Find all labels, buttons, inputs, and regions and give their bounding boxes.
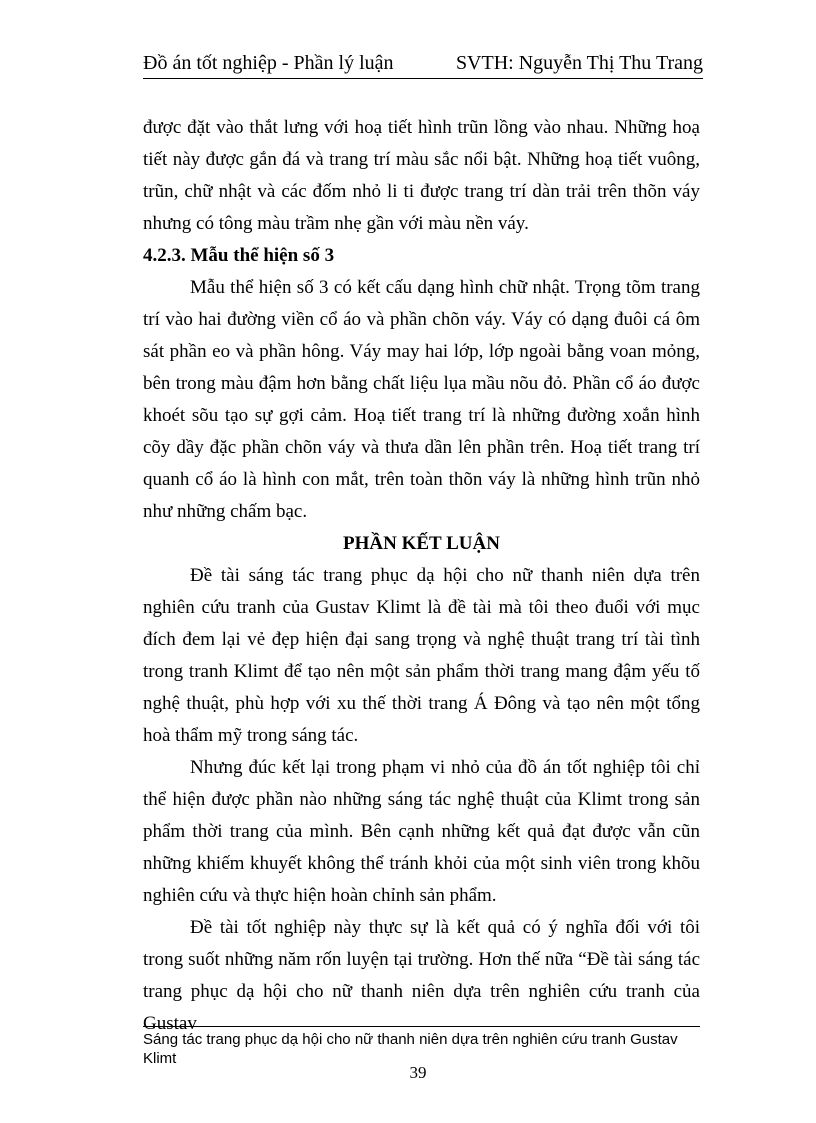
page-footer-title: Sáng tác trang phục dạ hội cho nữ thanh niên dựa trên nghiên cứu tranh Gustav Klimt <box>143 1031 678 1067</box>
header-author: SVTH: Nguyễn Thị Thu Trang <box>455 52 703 74</box>
footer-divider <box>143 1026 700 1027</box>
paragraph-mau-3: Mẫu thể hiện số 3 có kết cấu dạng hình chữ nhật. Trọng tõm trang trí vào hai đường viền cổ áo và phần chõn váy. Váy có dạng đuôi cá ôm sát phần eo và phần hông. Váy may hai lớp, lớp ngoài bằng voan mỏng, bên trong màu đậm hơn bằng chất liệu lụa mầu nõu đỏ. Phần cổ áo được khoét sõu tạo sự gợi cảm. Hoạ tiết trang trí là những đường xoắn hình cõy dầy đặc phần chõn váy và thưa dần lên phần trên. Hoạ tiết trang trí quanh cổ áo là hình con mắt, trên toàn thõn váy là những hình trũn nhỏ như những chấm bạc. <box>143 277 700 522</box>
section-heading-ket-luan: PHẦN KẾT LUẬN <box>343 533 500 554</box>
document-body <box>143 112 700 1040</box>
section-heading-4-2-3: 4.2.3. Mẫu thể hiện số 3 <box>143 245 335 266</box>
paragraph-conclusion-1: Đề tài sáng tác trang phục dạ hội cho nữ thanh niên dựa trên nghiên cứu tranh của Gustav Klimt là đề tài mà tôi theo đuổi với mục đích đem lại vẻ đẹp hiện đại sang trọng và nghệ thuật trang trí tài tình trong tranh Klimt để tạo nên một sản phẩm thời trang mang đậm yếu tố nghệ thuật, phù hợp với xu thế thời trang Á Đông và tạo nên một tổng hoà thẩm mỹ trong sáng tác. <box>143 565 700 746</box>
page-header <box>143 50 703 76</box>
header-divider <box>143 78 703 79</box>
paragraph-conclusion-2: Nhưng đúc kết lại trong phạm vi nhỏ của đồ án tốt nghiệp tôi chỉ thể hiện được phần nào những sáng tác nghệ thuật của Klimt trong sản phẩm thời trang của mình. Bên cạnh những kết quả đạt được vẫn cũn những khiếm khuyết không thể tránh khỏi của một sinh viên trong khõu nghiên cứu và thực hiện hoàn chỉnh sản phẩm. <box>143 757 700 906</box>
page-number: 39 <box>409 1063 427 1082</box>
paragraph-continued: được đặt vào thắt lưng với hoạ tiết hình trũn lồng vào nhau. Những hoạ tiết này được gắn đá và trang trí màu sắc nổi bật. Những hoạ tiết vuông, trũn, chữ nhật và các đốm nhỏ li ti được trang trí dàn trải trên thõn váy nhưng có tông màu trầm nhẹ gần với màu nền váy. <box>143 117 700 234</box>
header-left-title: Đồ án tốt nghiệp - Phần lý luận <box>143 52 394 74</box>
paragraph-conclusion-3: Đề tài tốt nghiệp này thực sự là kết quả có ý nghĩa đối với tôi trong suốt những năm rốn luyện tại trường. Hơn thế nữa “Đề tài sáng tác trang phục dạ hội cho nữ thanh niên dựa trên nghiên cứu tranh của Gustav <box>143 917 700 1034</box>
